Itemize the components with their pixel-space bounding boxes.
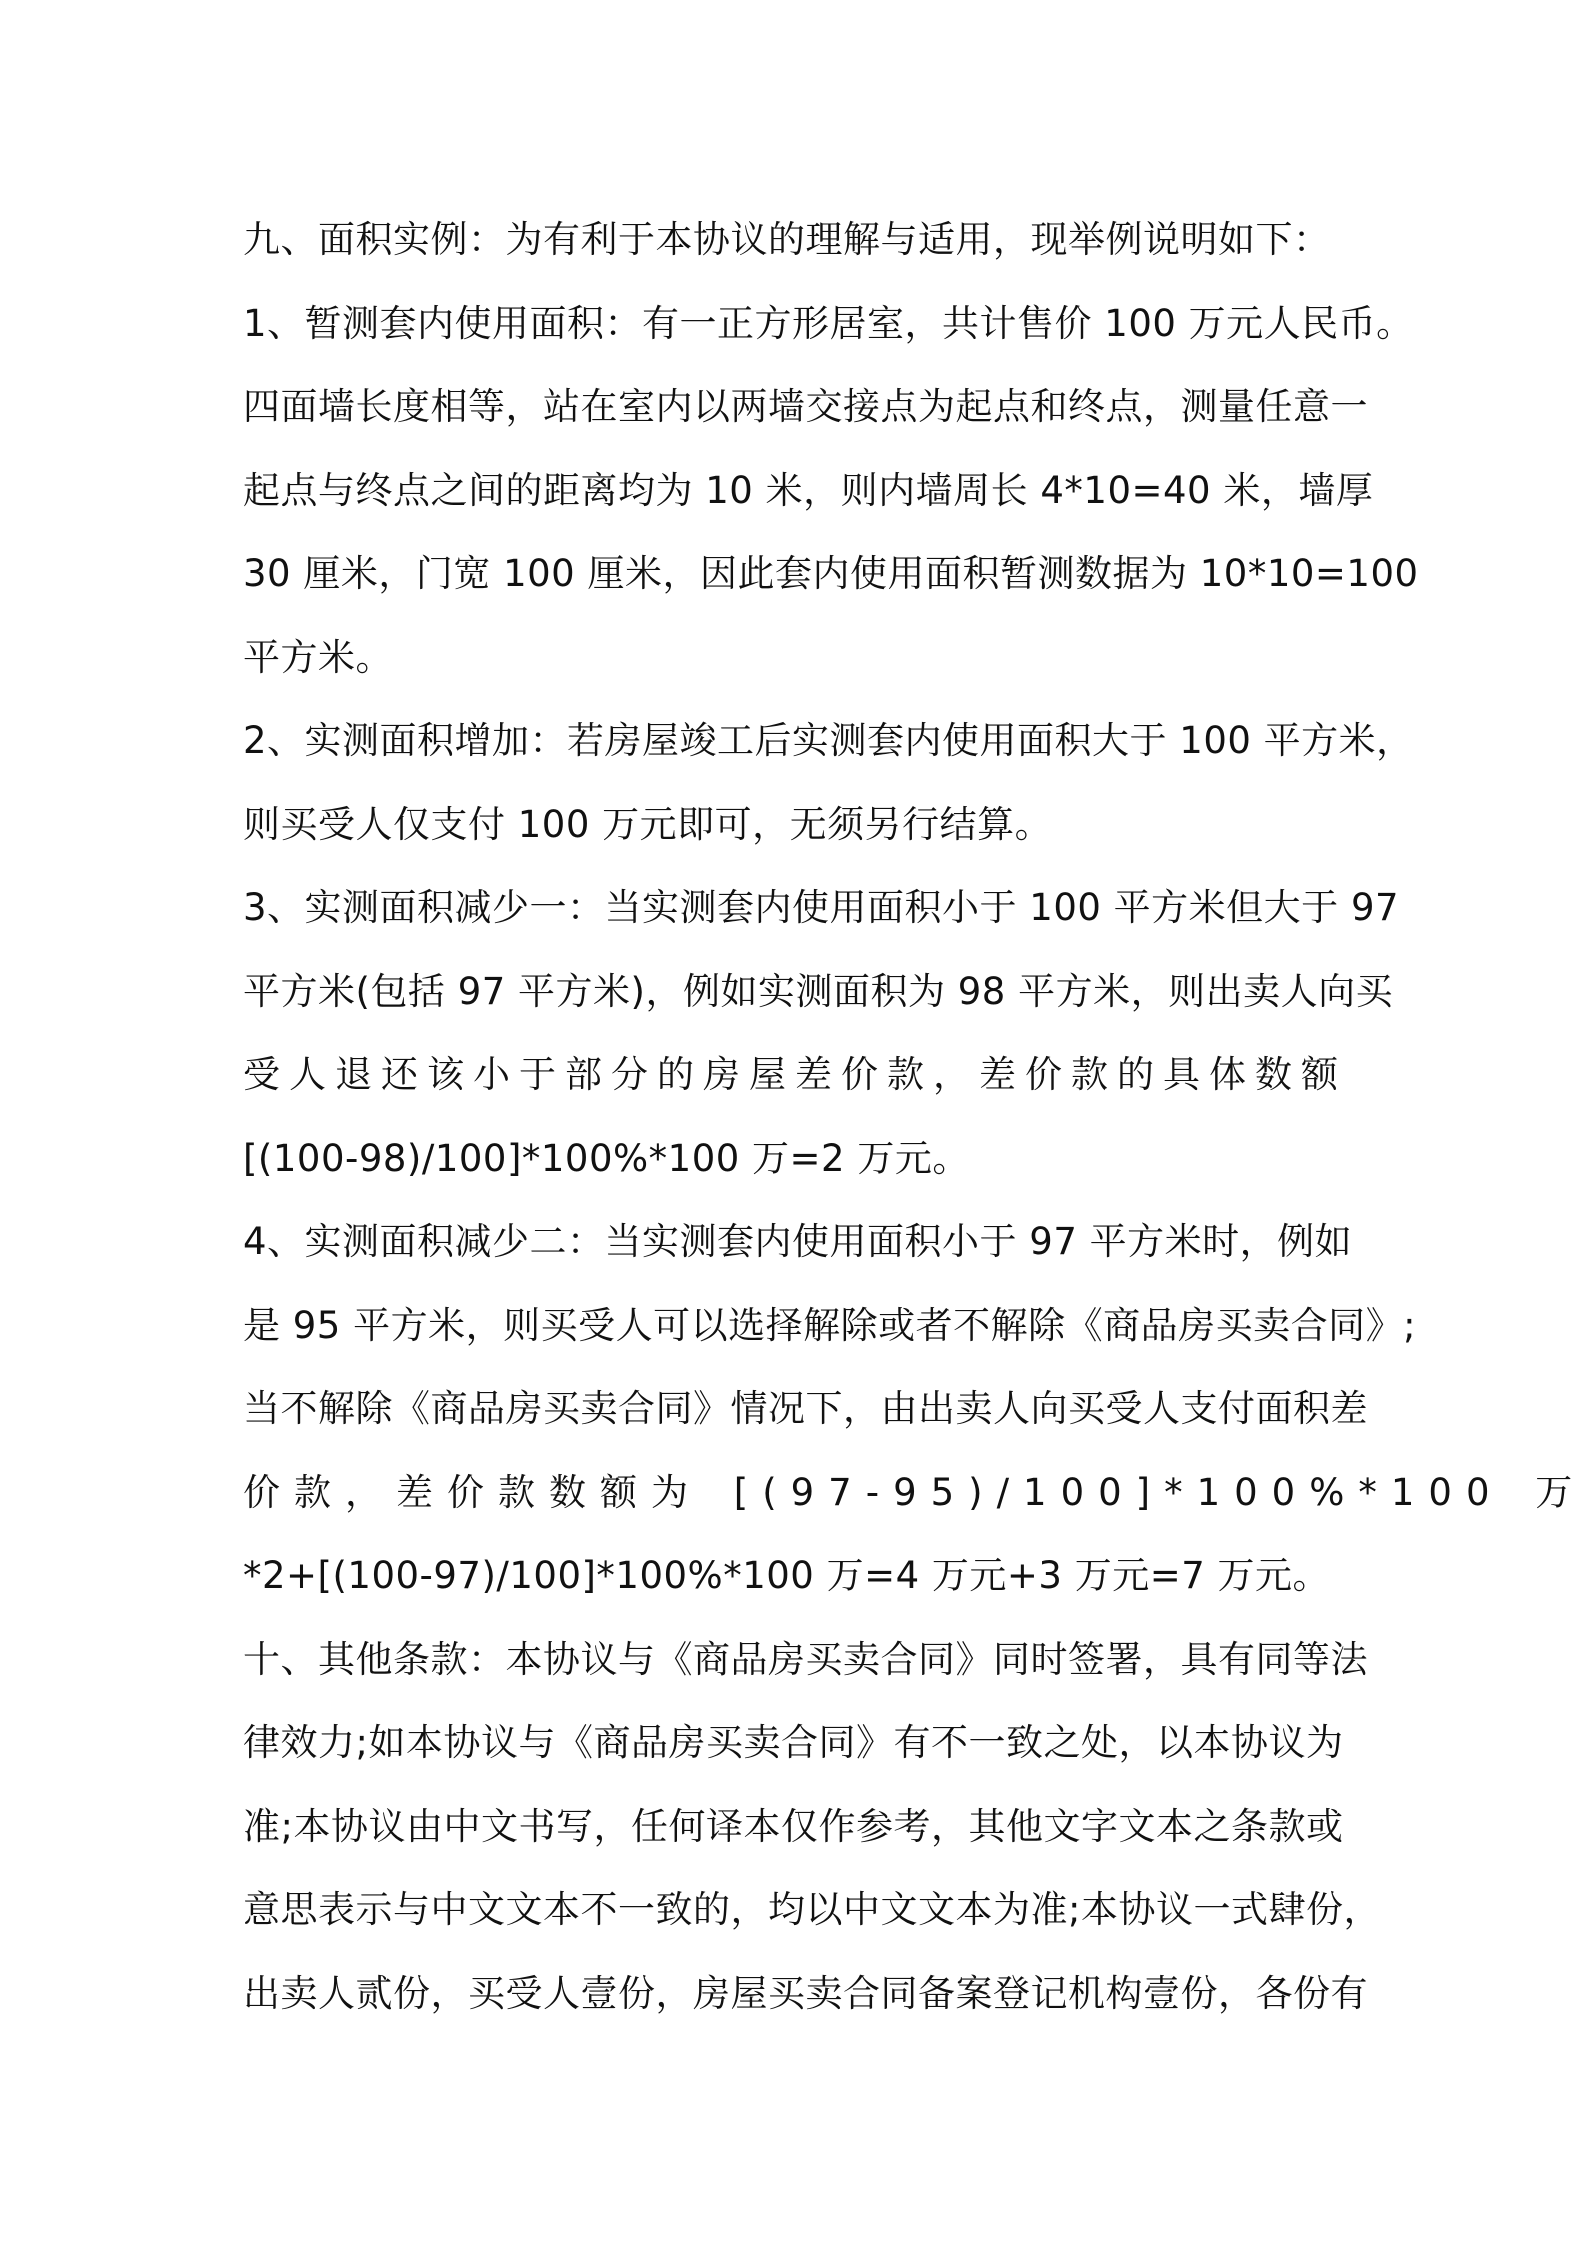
section-9-heading: 九、面积实例：为有利于本协议的理解与适用，现举例说明如下： (243, 218, 1331, 261)
document-body (243, 198, 1586, 2035)
section-10-heading: 十、其他条款：本协议与《商品房买卖合同》同时签署，具有同等法 (243, 1637, 1368, 1681)
paragraph-line: 起点与终点之间的距离均为 10 米，则内墙周长 4*10=40 米，墙厚 (243, 468, 1374, 512)
paragraph-line: 1、暂测套内使用面积：有一正方形居室，共计售价 100 万元人民币。 (243, 301, 1414, 345)
paragraph-line: 平方米(包括 97 平方米)，例如实测面积为 98 平方米，则出卖人向买 (243, 969, 1394, 1013)
paragraph-line: 四面墙长度相等，站在室内以两墙交接点为起点和终点，测量任意一 (243, 385, 1368, 428)
paragraph-line: 意思表示与中文文本不一致的，均以中文文本为准;本协议一式肆份， (243, 1888, 1381, 1931)
paragraph-line: 平方米。 (243, 635, 393, 679)
paragraph-line: 受人退还该小于部分的房屋差价款，差价款的具体数额 (243, 1053, 1347, 1096)
paragraph-line: 律效力;如本协议与《商品房买卖合同》有不一致之处，以本协议为 (243, 1721, 1344, 1764)
paragraph-line: *2+[(100-97)/100]*100%*100 万=4 万元+3 万元=7 万元。 (243, 1554, 1330, 1597)
paragraph-line: 则买受人仅支付 100 万元即可，无须另行结算。 (243, 802, 1053, 846)
paragraph-line: 3、实测面积减少一：当实测套内使用面积小于 100 平方米但大于 97 (243, 886, 1400, 929)
paragraph-line: 2、实测面积增加：若房屋竣工后实测套内使用面积大于 100 平方米， (243, 719, 1414, 762)
paragraph-line: 是 95 平方米，则买受人可以选择解除或者不解除《商品房买卖合同》; (243, 1303, 1417, 1347)
paragraph-line: 4、实测面积减少二：当实测套内使用面积小于 97 平方米时，例如 (243, 1220, 1353, 1263)
paragraph-line: 当不解除《商品房买卖合同》情况下，由出卖人向买受人支付面积差 (243, 1387, 1368, 1430)
paragraph-line: [(100-98)/100]*100%*100 万=2 万元。 (243, 1136, 970, 1180)
paragraph-line: 30 厘米，门宽 100 厘米，因此套内使用面积暂测数据为 10*10=100 (243, 552, 1419, 595)
paragraph-line: 出卖人贰份，买受人壹份，房屋买卖合同备案登记机构壹份，各份有 (243, 1971, 1368, 2015)
paragraph-line: 价款，差价款数额为 [(97-95)/100]*100%*100 万 (243, 1470, 1586, 1514)
paragraph-line: 准;本协议由中文书写，任何译本仅作参考，其他文字文本之条款或 (243, 1804, 1344, 1848)
